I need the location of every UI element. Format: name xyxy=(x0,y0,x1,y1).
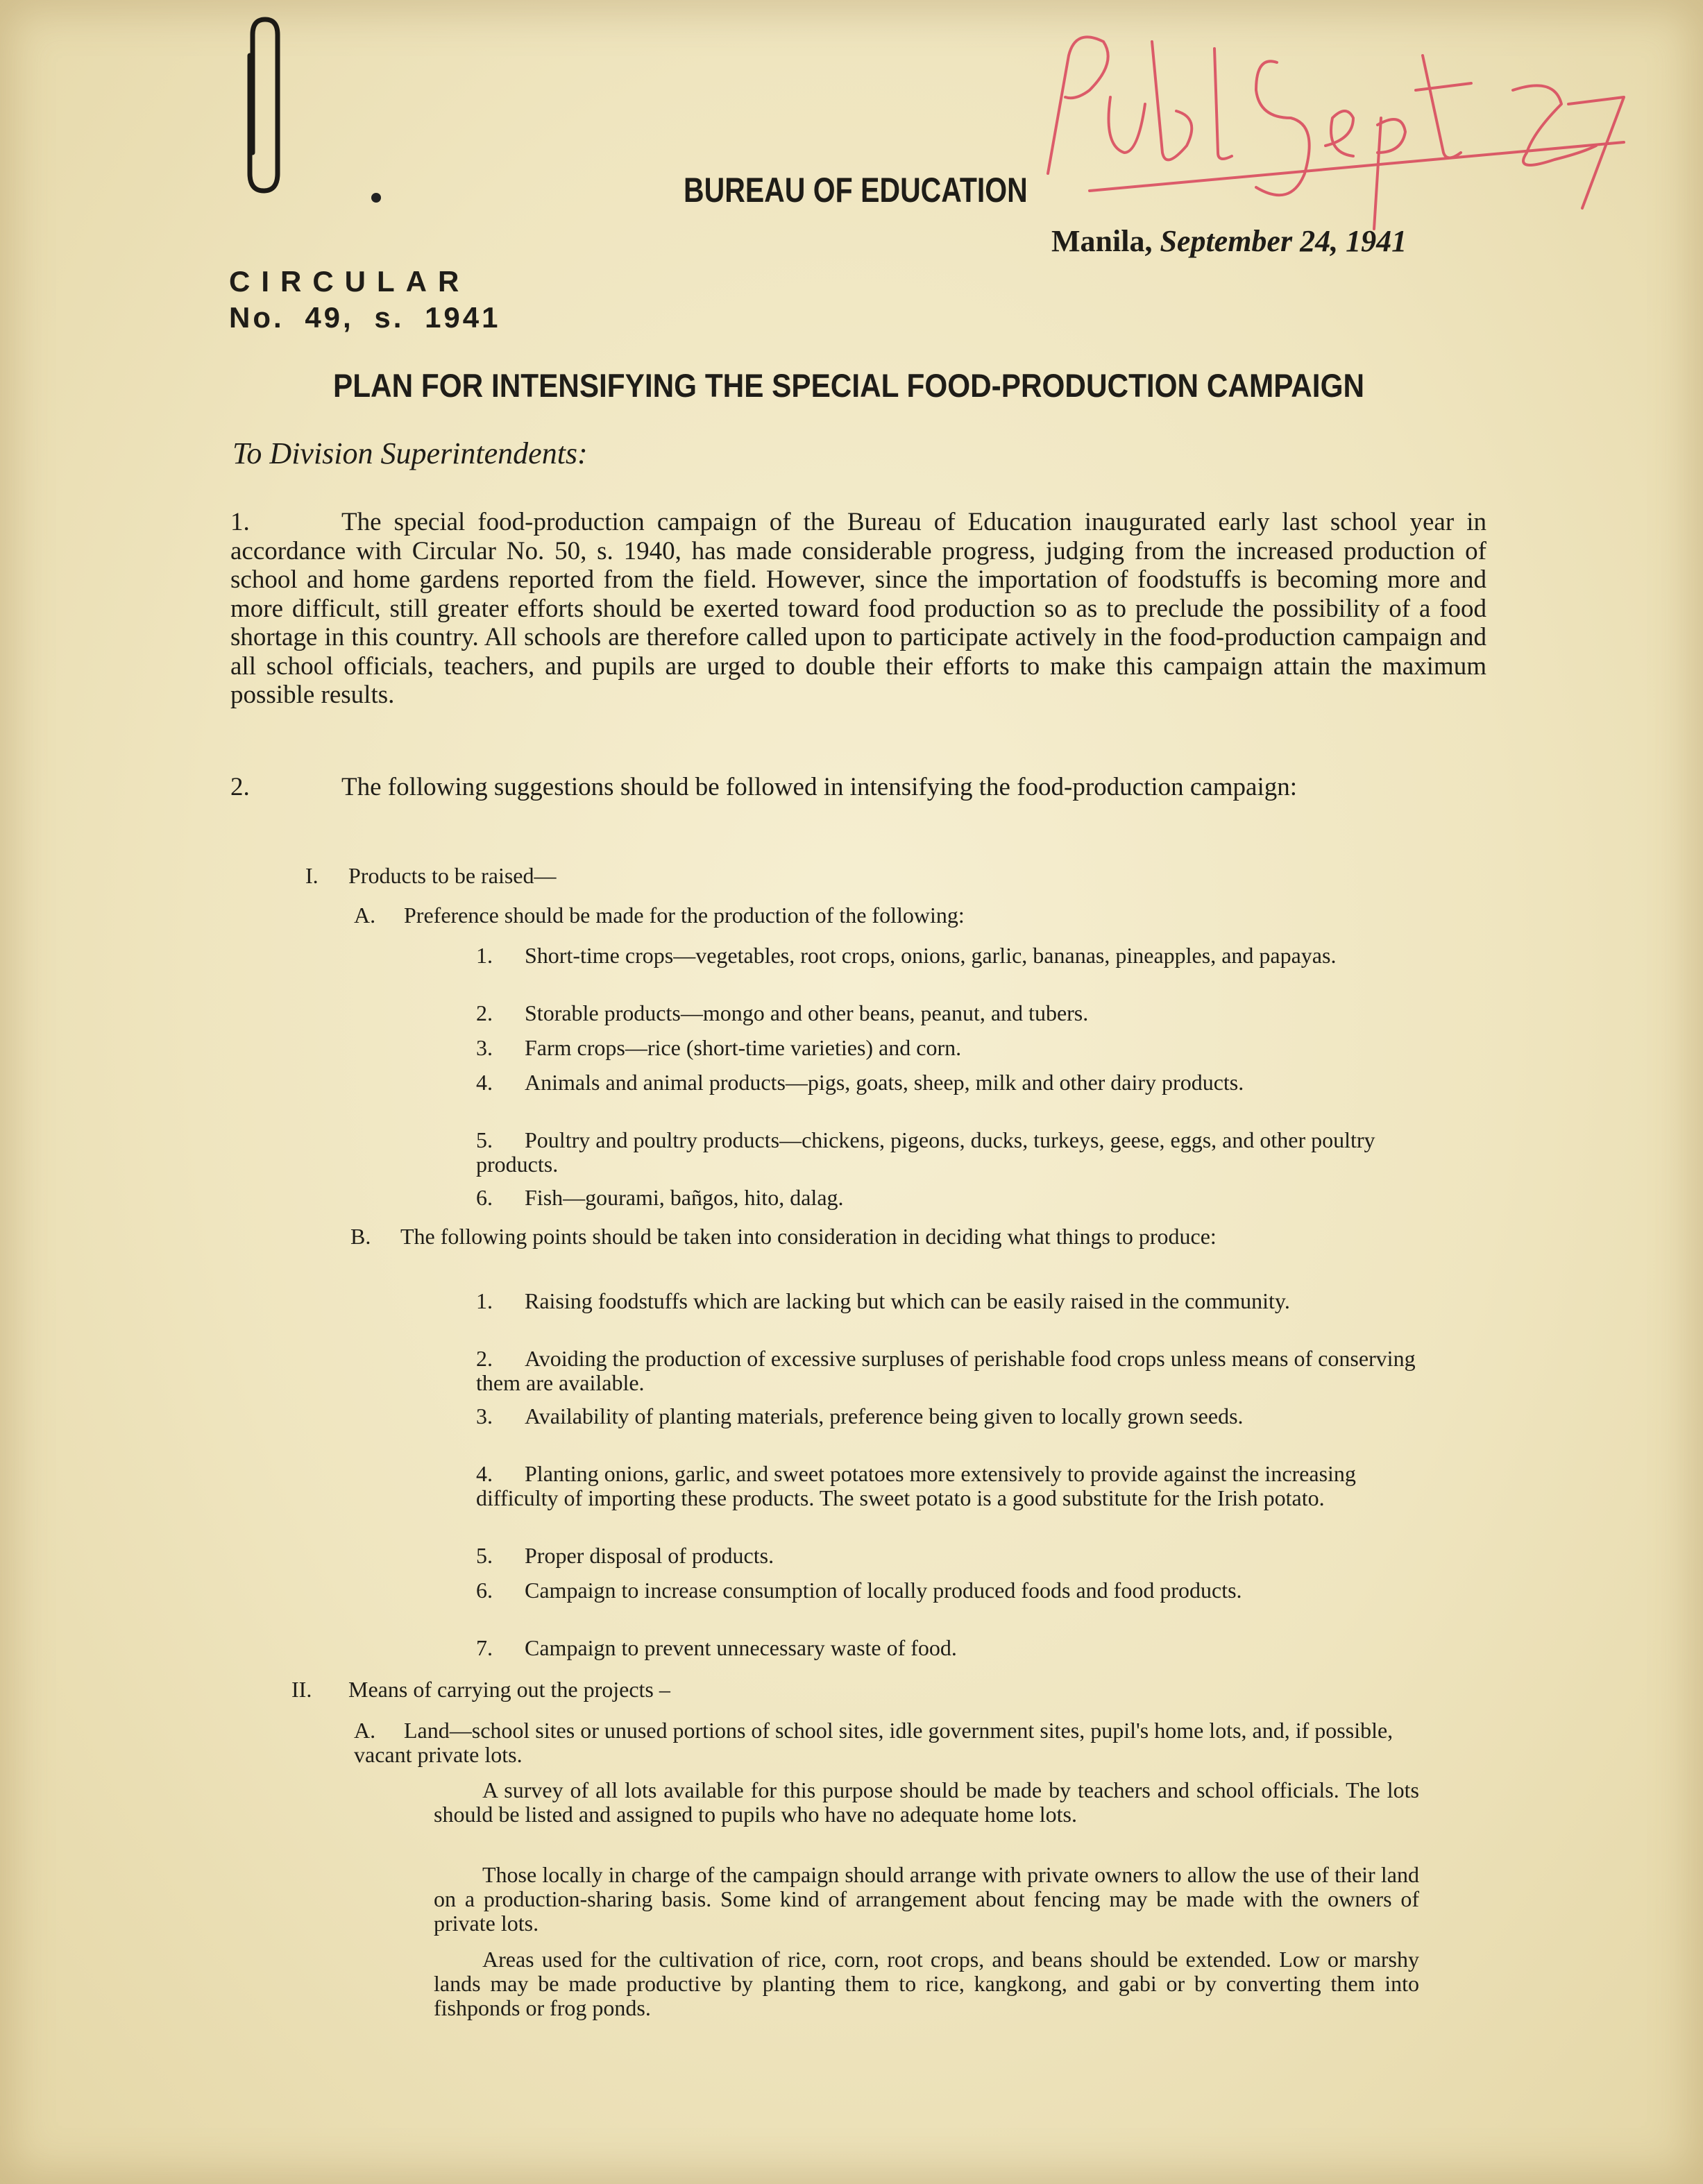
salutation: To Division Superintendents: xyxy=(232,436,588,470)
section-2-a: A. Land—school sites or unused portions of school sites, idle government sites, pupil's home lots, and, if possible, vacant private lots. xyxy=(354,1718,1393,1767)
circular-label: CIRCULAR xyxy=(229,265,471,298)
circular-block xyxy=(229,264,501,336)
list-item: 7. Campaign to prevent unnecessary waste of food. xyxy=(476,1635,957,1660)
paragraph-1 xyxy=(230,508,1486,710)
list-item: 5. Poultry and poultry products—chickens, pigeons, ducks, turkeys, geese, eggs, and other poultry products. xyxy=(476,1127,1375,1177)
section-1-b: B. The following points should be taken into consideration in deciding what things to produce: xyxy=(350,1224,1217,1249)
sub-marker: A. xyxy=(354,903,376,928)
bureau-heading: BUREAU OF EDUCATION xyxy=(684,171,1028,210)
sub-text: Preference should be made for the production of the following: xyxy=(404,903,965,928)
paragraph-number: 1. xyxy=(230,508,250,536)
section-heading-text: Products to be raised— xyxy=(348,863,557,888)
body-paragraph: Areas used for the cultivation of rice, corn, root crops, and beans should be extended. Low or marshy lands may be made productive by planting them to rice, kangkong, and gabi or by converting them into fishponds or frog ponds. xyxy=(434,1947,1419,2020)
list-item: 1. Short-time crops—vegetables, root crops, onions, garlic, bananas, pineapples, and papayas. xyxy=(476,943,1337,968)
paper-clip-icon xyxy=(236,14,285,194)
list-item: 2. Storable products—mongo and other beans, peanut, and tubers. xyxy=(476,1000,1089,1025)
section-2-heading: II. Means of carrying out the projects – xyxy=(291,1677,670,1702)
section-1-a xyxy=(354,903,965,928)
list-item: 1. Raising foodstuffs which are lacking but which can be easily raised in the community. xyxy=(476,1288,1290,1313)
paragraph-2 xyxy=(230,773,1486,802)
section-marker: I. xyxy=(305,863,319,888)
circular-number: No. 49, s. 1941 xyxy=(229,301,501,334)
list-item: 3. Availability of planting materials, preference being given to locally grown seeds. xyxy=(476,1404,1244,1428)
list-item: 6. Fish—gourami, bañgos, hito, dalag. xyxy=(476,1185,844,1210)
list-item: 5. Proper disposal of products. xyxy=(476,1543,774,1568)
list-item: 2. Avoiding the production of excessive surpluses of perishable food crops unless means of conserving them are available. xyxy=(476,1346,1416,1395)
section-1-heading xyxy=(305,864,557,888)
handwritten-annotation-icon xyxy=(1027,14,1652,236)
dateline xyxy=(1051,223,1407,259)
dateline-date: September 24, 1941 xyxy=(1160,224,1407,258)
list-item: 6. Campaign to increase consumption of locally produced foods and food products. xyxy=(476,1578,1242,1603)
dateline-place: Manila, xyxy=(1051,224,1153,258)
paragraph-text: The following suggestions should be followed in intensifying the food-production campaign: xyxy=(341,773,1298,801)
body-paragraph: A survey of all lots available for this purpose should be made by teachers and school officials. The lots should be listed and assigned to pupils who have no adequate home lots. xyxy=(434,1777,1419,1827)
pin-hole xyxy=(371,193,381,203)
document-title: PLAN FOR INTENSIFYING THE SPECIAL FOOD-PRODUCTION CAMPAIGN xyxy=(333,367,1365,404)
list-item: 4. Planting onions, garlic, and sweet potatoes more extensively to provide against the increasing difficulty of importing these products. The sweet potato is a good substitute for the Irish potato. xyxy=(476,1461,1356,1510)
paragraph-text: The special food-production campaign of the Bureau of Education inaugurated early last school year in accordance with Circular No. 50, s. 1940, has made considerable progress, judging from the increased production of school and home gardens reported from the field. However, since the importation of foodstuffs is becoming more and more difficult, still greater efforts should be exerted toward food production so as to preclude the possibility of a food shortage in this country. All schools are therefore called upon to participate actively in the food-production campaign and all school officials, teachers, and pupils are urged to double their efforts to make this campaign attain the maximum possible results. xyxy=(230,508,1486,709)
body-paragraph: Those locally in charge of the campaign should arrange with private owners to allow the use of their land on a production-sharing basis. Some kind of arrangement about fencing may be made with the owners of private lots. xyxy=(434,1862,1419,1936)
paragraph-number: 2. xyxy=(230,773,250,801)
list-item: 3. Farm crops—rice (short-time varieties) and corn. xyxy=(476,1035,962,1060)
list-item: 4. Animals and animal products—pigs, goats, sheep, milk and other dairy products. xyxy=(476,1070,1244,1095)
